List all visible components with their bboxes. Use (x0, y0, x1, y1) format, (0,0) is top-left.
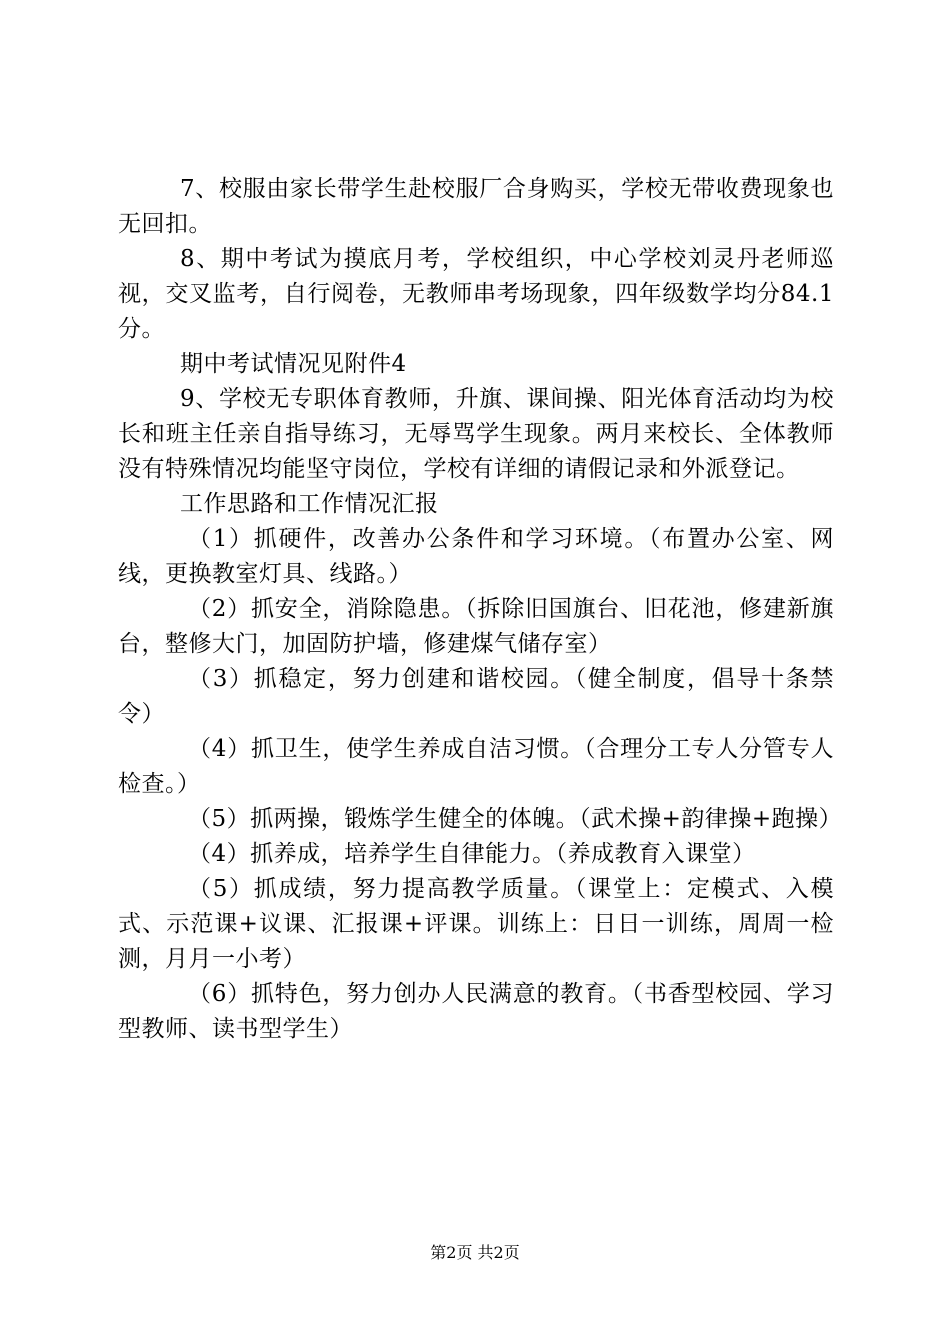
list-item: （4）抓卫生，使学生养成自洁习惯。（合理分工专人分管专人检查。） (118, 736, 834, 797)
list-item: （2）抓安全，消除隐患。（拆除旧国旗台、旧花池，修建新旗台，整修大门，加固防护墙，修建煤气储存室） (118, 596, 834, 657)
paragraph-item-8: 8、期中考试为摸底月考，学校组织，中心学校刘灵丹老师巡视，交叉监考，自行阅卷，无教师串考场现象，四年级数学均分84.1分。 (118, 246, 834, 342)
paragraph-item-7: 7、校服由家长带学生赴校服厂合身购买，学校无带收费现象也无回扣。 (118, 176, 834, 237)
list-item: （4）抓养成，培养学生自律能力。（养成教育入课堂） (188, 841, 756, 867)
document-body (118, 172, 843, 1047)
list-item: （5）抓成绩，努力提高教学质量。（课堂上：定模式、入模式、示范课+议课、汇报课+评课。训练上：日日一训练，周周一检测，月月一小考） (118, 876, 834, 972)
section-heading: 工作思路和工作情况汇报 (180, 491, 439, 517)
list-item: （5）抓两操，锻炼学生健全的体魄。（武术操+韵律操+跑操） (188, 806, 843, 832)
paragraph-attachment-note: 期中考试情况见附件4 (180, 351, 407, 377)
paragraph-item-9: 9、学校无专职体育教师，升旗、课间操、阳光体育活动均为校长和班主任亲自指导练习，无辱骂学生现象。两月来校长、全体教师没有特殊情况均能坚守岗位，学校有详细的请假记录和外派登记。 (118, 386, 834, 482)
page-footer (0, 1243, 950, 1263)
list-item: （6）抓特色，努力创办人民满意的教育。（书香型校园、学习型教师、读书型学生） (118, 981, 834, 1042)
list-item: （3）抓稳定，努力创建和谐校园。（健全制度，倡导十条禁令） (118, 666, 834, 727)
page-number-label: 第2页 共2页 (430, 1243, 520, 1262)
list-item: （1）抓硬件，改善办公条件和学习环境。（布置办公室、网线，更换教室灯具、线路。） (118, 526, 834, 587)
